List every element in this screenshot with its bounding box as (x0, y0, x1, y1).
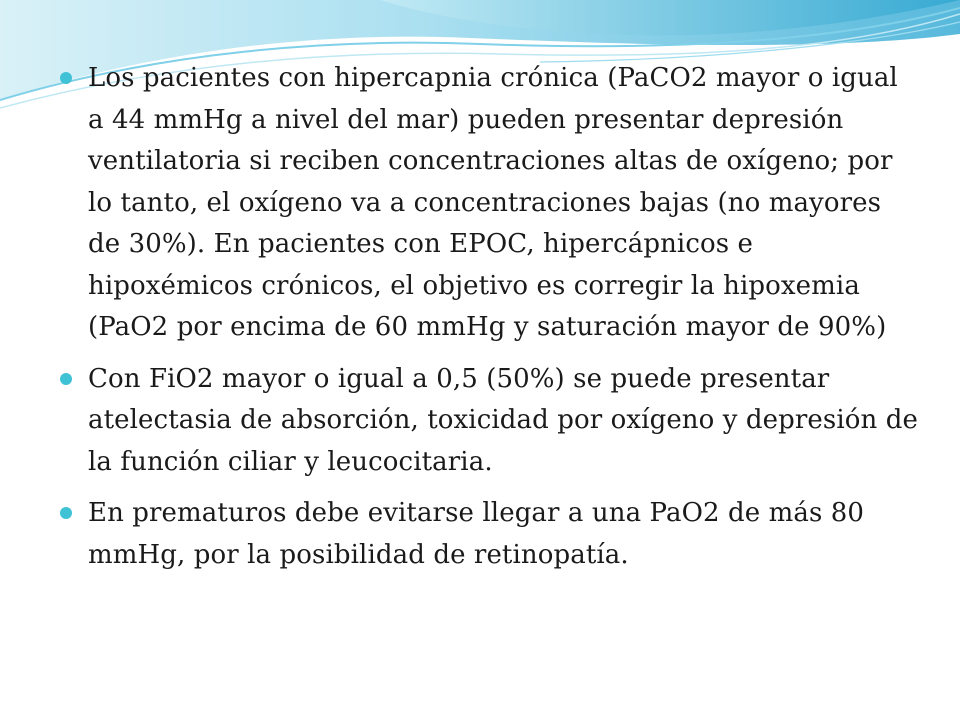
bullet-text-3: En prematuros debe evitarse llegar a una PaO2 de más 80 mmHg, por la posibilidad de retinopatía. (88, 498, 865, 570)
bullet-text-2: Con FiO2 mayor o igual a 0,5 (50%) se puede presentar atelectasia de absorción, toxicidad por oxígeno y depresión de la función ciliar y leucocitaria. (88, 363, 918, 477)
bullet-item-2 (58, 359, 918, 484)
bullet-dot-icon (60, 72, 72, 84)
bullet-item-3 (58, 493, 918, 576)
bullet-dot-icon (60, 507, 72, 519)
bullet-text-1: Los pacientes con hipercapnia crónica (PaCO2 mayor o igual a 44 mmHg a nivel del mar) pueden presentar depresión ventilatoria si reciben concentraciones altas de oxígeno; por lo tanto, el oxígeno va a concentraciones bajas (no mayores de 30%). En pacientes con EPOC, hipercápnicos e hipoxémicos crónicos, el objetivo es corregir la hipoxemia (PaO2 por encima de 60 mmHg y saturación mayor de 90%) (88, 63, 898, 342)
bullet-dot-icon (60, 373, 72, 385)
bullet-list (58, 58, 918, 576)
bullet-item-1 (58, 58, 918, 349)
slide-content (58, 58, 918, 586)
